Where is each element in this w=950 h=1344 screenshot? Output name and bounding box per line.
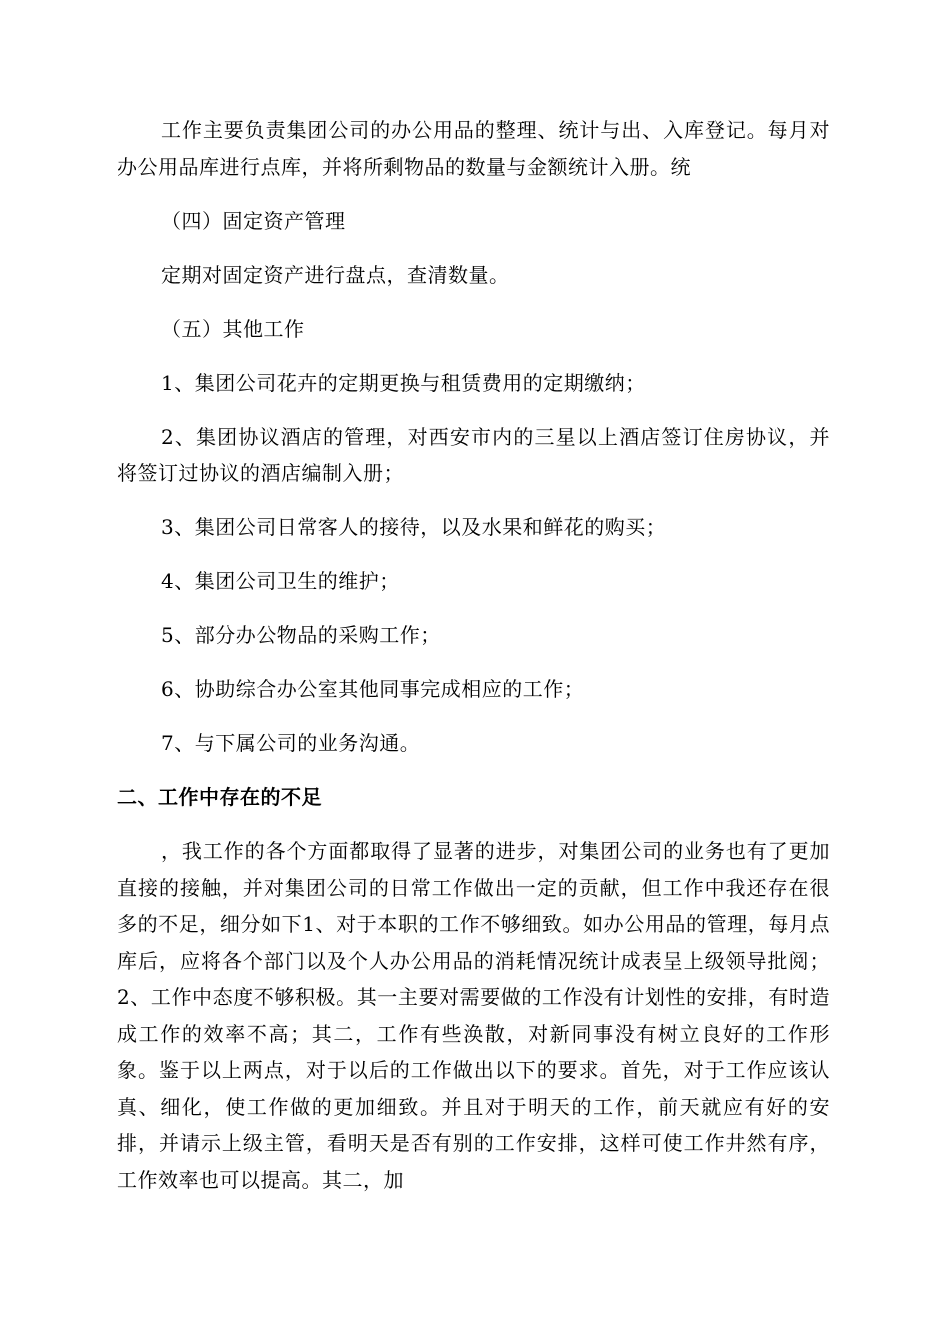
list-item: 3、集团公司日常客人的接待，以及水果和鲜花的购买； bbox=[161, 515, 667, 539]
list-item: 6、协助综合办公室其他同事完成相应的工作； bbox=[161, 677, 585, 701]
section-4-title: （四）固定资产管理 bbox=[161, 208, 346, 233]
shortcomings-paragraph: ，我工作的各个方面都取得了显著的进步，对集团公司的业务也有了更加直接的接触，并对集团公司的日常工作做出一定的贡献，但工作中我还存在很多的不足，细分如下1、对于本职的工作不够细致。如办公用品的管理，每月点库后，应将各个部门以及个人办公用品的消耗情况统计成表呈上级领导批阅；2、工作中态度不够积极。其一主要对需要做的工作没有计划性的安排，有时造成工作的效率不高；其二，工作有些涣散，对新同事没有树立良好的工作形象。鉴于以上两点，对于以后的工作做出以下的要求。首先，对于工作应该认真、细化，使工作做的更加细致。并且对于明天的工作，前天就应有好的安排，并请示上级主管，看明天是否有别的工作安排，这样可使工作井然有序，工作效率也可以提高。其二，加 bbox=[117, 839, 830, 1192]
section-4-body: 定期对固定资产进行盘点，查清数量。 bbox=[161, 262, 510, 287]
section-5-title: （五）其他工作 bbox=[161, 316, 305, 341]
section-heading: 二、工作中存在的不足 bbox=[117, 785, 322, 809]
intro-paragraph: 工作主要负责集团公司的办公用品的整理、统计与出、入库登记。每月对办公用品库进行点库，并将所剩物品的数量与金额统计入册。统 bbox=[117, 118, 830, 179]
list-item: 4、集团公司卫生的维护； bbox=[161, 569, 400, 593]
list-item: 2、集团协议酒店的管理，对西安市内的三星以上酒店签订住房协议，并将签订过协议的酒店编制入册； bbox=[117, 424, 830, 485]
list-item: 5、部分办公物品的采购工作； bbox=[161, 623, 441, 647]
list-item: 7、与下属公司的业务沟通。 bbox=[161, 731, 421, 755]
list-item: 1、集团公司花卉的定期更换与租赁费用的定期缴纳； bbox=[161, 370, 646, 395]
